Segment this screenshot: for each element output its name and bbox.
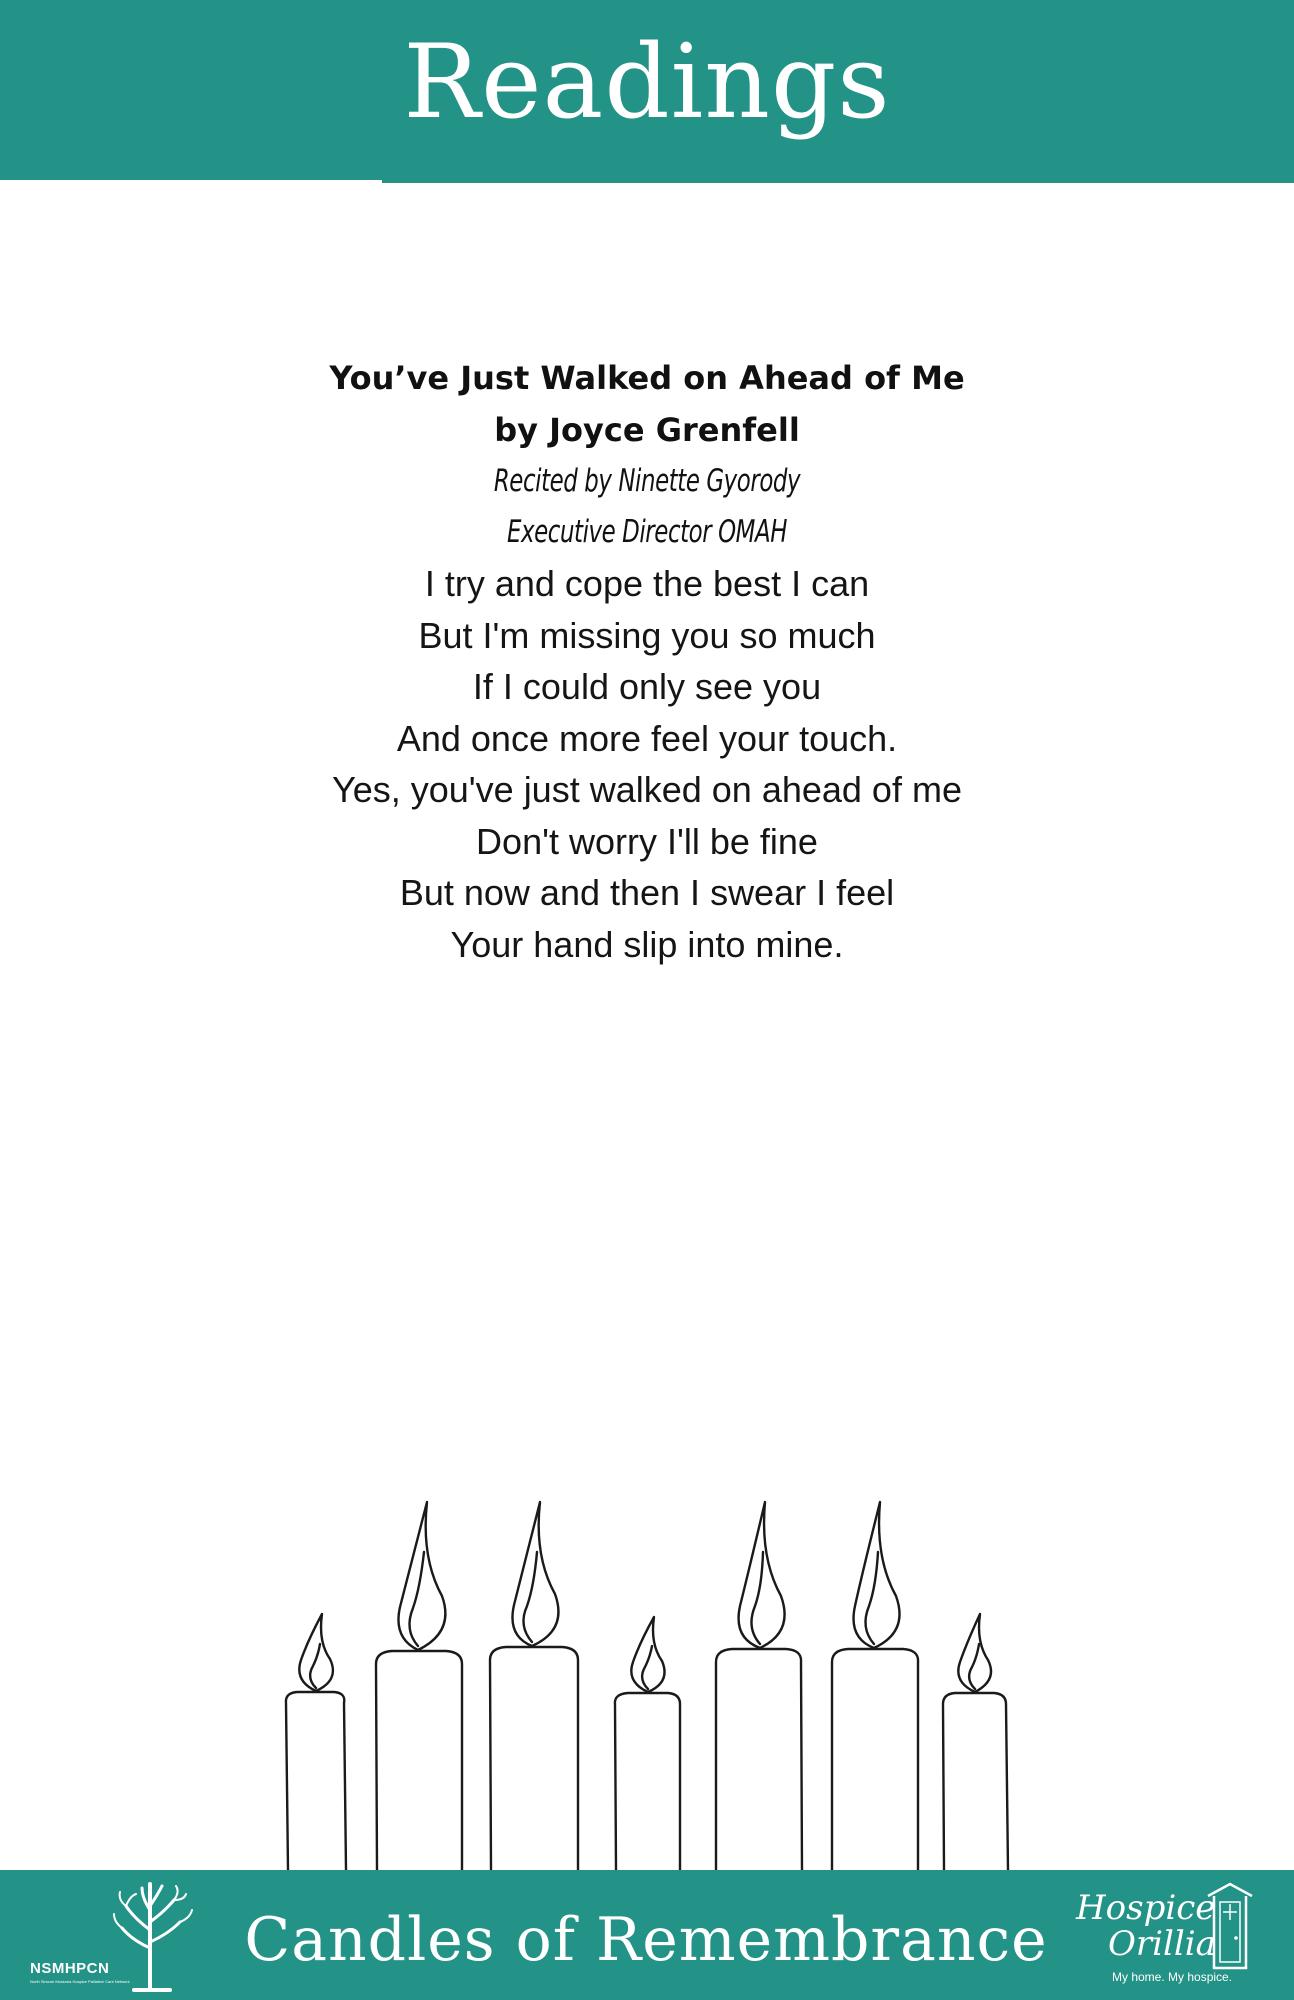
poem-lines bbox=[0, 558, 1294, 970]
page-title: Readings bbox=[403, 23, 891, 142]
nsmhpcn-acronym: NSMHPCN bbox=[30, 1960, 110, 1977]
hospice-orillia-name: Hospice bbox=[1076, 1888, 1216, 1928]
hospice-orillia-logo bbox=[1070, 1880, 1270, 1995]
candle-icon bbox=[615, 1617, 680, 1870]
poem-line: But I'm missing you so much bbox=[418, 614, 876, 656]
poem-line: Yes, you've just walked on ahead of me bbox=[332, 769, 962, 810]
poem-title: You’ve Just Walked on Ahead of Me bbox=[329, 359, 965, 397]
header-divider bbox=[382, 180, 1294, 183]
candle-icon bbox=[286, 1614, 346, 1870]
candle-icon bbox=[376, 1502, 462, 1870]
poem-line: But now and then I swear I feel bbox=[399, 872, 895, 913]
poem-block bbox=[0, 352, 1294, 970]
candle-icon bbox=[943, 1614, 1008, 1870]
poem-line: And once more feel your touch. bbox=[396, 717, 898, 759]
poem-line: If I could only see you bbox=[472, 666, 822, 707]
poem-author: by Joyce Grenfell bbox=[494, 411, 800, 449]
candle-icon bbox=[832, 1502, 918, 1870]
nsmhpcn-full-name: North Simcoe Muskoka Hospice Palliative Care Network bbox=[30, 1979, 130, 1984]
footer-title: Candles of Remembrance bbox=[244, 1905, 1048, 1975]
candles-illustration bbox=[0, 1490, 1294, 1870]
poem-line: Your hand slip into mine. bbox=[450, 923, 844, 965]
nsmhpcn-logo bbox=[30, 1878, 200, 1994]
poem-reciter: Recited by Ninette Gyorody bbox=[493, 463, 801, 499]
hospice-orillia-tagline: My home. My hospice. bbox=[1112, 1970, 1233, 1984]
candle-icon bbox=[490, 1502, 578, 1870]
poem-line: I try and cope the best I can bbox=[424, 563, 870, 604]
hospice-orillia-name: Orillia bbox=[1108, 1924, 1216, 1964]
poem-line: Don't worry I'll be fine bbox=[476, 820, 818, 862]
poem-reciter-role: Executive Director OMAH bbox=[506, 514, 788, 550]
candle-icon bbox=[716, 1502, 802, 1870]
